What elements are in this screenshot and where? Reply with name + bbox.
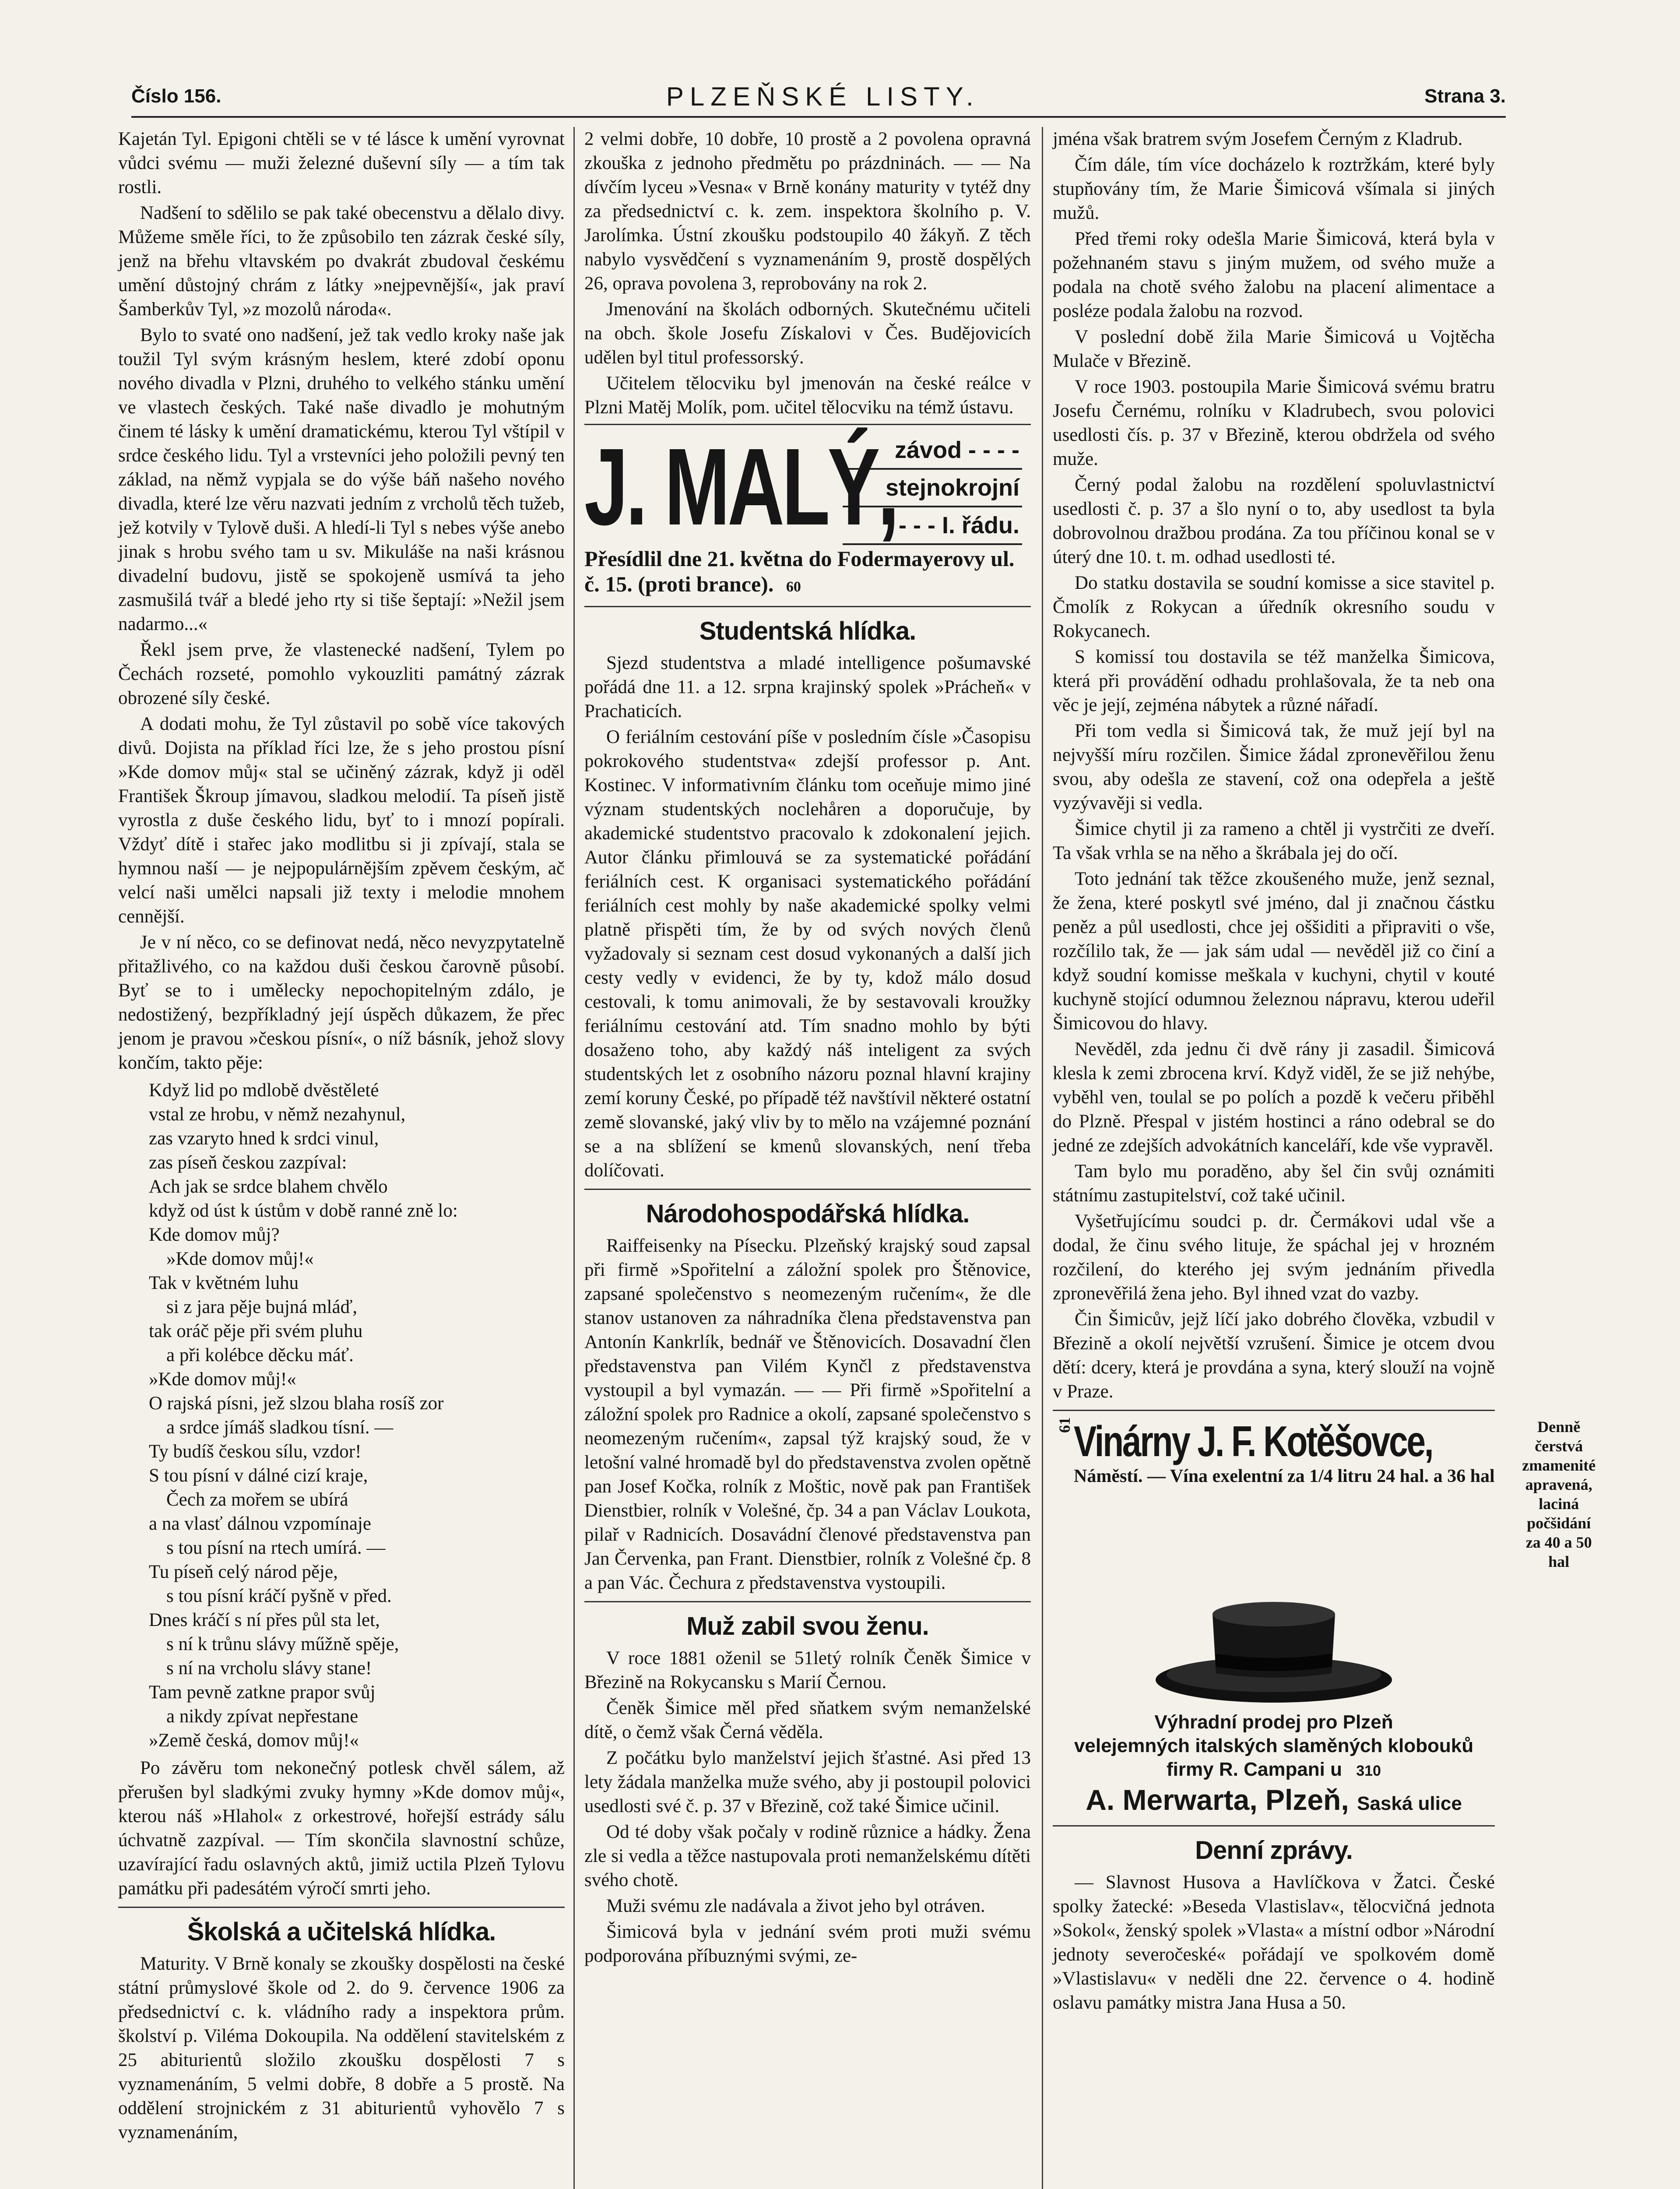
paragraph: V roce 1903. postoupila Marie Šimicová svému bratru Josefu Černému, rolníku v Kladrubech, svou polovici usedlosti čís. p. 37 v Březině, kterou obdržela od svého muže.: [1053, 377, 1495, 469]
paragraph: V poslední době žila Marie Šimicová u Vojtěcha Mulače v Březině.: [1053, 327, 1495, 371]
paragraph: Maturity. V Brně konaly se zkoušky dospělosti na české státní průmyslové škole od 2. do 9. července 1906 za předsednictví c. k. vládního rady a inspektora prům. školství p. Viléma Dokoupila. Na oddělení stavitelském z 25 abiturientů složilo zkoušku dospělosti 7 s vyznamenáním, 5 velmi dobře, 8 dobře a 5 prostě. Na oddělení strojnickém z 31 abiturientů vyhovělo 7 s vyznamenáním,: [118, 1953, 565, 2143]
paragraph: Toto jednání tak těžce zkoušeného muže, jenž seznal, že žena, které poskytl své jméno, dal ji značnou částku peněz a půl usedlosti, chce jej oššiditi a připraviti o vše, rozčílilo tak, že — jak sám udal — nevěděl již co činí a když soudní komisse meškala v kuchyni, chytil v kouté kuchyně stojící odumnou železnou nápravu, kterou udeřil Šimicovou do hlavy.: [1053, 869, 1495, 1034]
poem-line: vstal ze hrobu, v němž nezahynul,: [149, 1104, 406, 1125]
paragraph: Černý podal žalobu na rozdělení spoluvlastnictví usedlosti č. p. 37 a šlo nyní o to, aby usedlost ta byla dobrovolnou dražbou prodána. Za tou příčinou konal se v úterý dne 10. t. m. odhad usedlosti té.: [1053, 475, 1495, 567]
paragraph: Učitelem tělocviku byl jmenován na české reálce v Plzni Matěj Molík, pom. učitel tělocviku na témž ústavu.: [584, 373, 1031, 418]
ad-line: závod - - - -: [843, 432, 1022, 470]
poem-line: Tu píseň celý národ pěje,: [149, 1562, 338, 1582]
poem-line: »Kde domov můj!«: [166, 1249, 314, 1269]
paragraph: jména však bratrem svým Josefem Černým z Kladrub.: [1053, 129, 1463, 149]
ad-line: velejemných italských slaměných klobouků: [1074, 1735, 1474, 1756]
poem-line: s ní k trůnu slávy műžně spěje,: [166, 1634, 399, 1654]
paragraph: 2 velmi dobře, 10 dobře, 10 prostě a 2 povolena opravná zkouška z jednoho předmětu po prázdninách. — — Na dívčím lyceu »Vesna« v Brně konány maturity v tytéž dny za předsednictví c. k. zem. inspektora školního p. V. Jarolímka. Ústní zkoušku podstoupilo 40 žákyň. Z těch nabylo vysvědčení s vyznamenáním 9, prostě dospělých 26, oprava povolena 3, reprobovány na rok 2.: [584, 129, 1031, 294]
poem-line: Kde domov můj?: [149, 1225, 280, 1245]
paragraph: Při tom vedla si Šimicová tak, že muž její byl na nejvyšší míru rozčilen. Šimice žádal zpronevěřilou ženu svou, aby odešla ze stavení, což ona odepřela a ještě vyzývavěji si vedla.: [1053, 721, 1495, 813]
ad-line: - - - I. řádu.: [843, 507, 1022, 545]
paragraph: Do statku dostavila se soudní komisse a sice stavitel p. Čmolík z Rokycan a úředník okresního soudu v Rokycanech.: [1053, 573, 1495, 641]
poem-line: s tou písní kráčí pyšně v před.: [166, 1586, 392, 1606]
poem-line: »Kde domov můj!«: [149, 1369, 296, 1390]
advertisement-hats: [1053, 1576, 1495, 1827]
paragraph: Vyšetřujícímu soudci p. dr. Čermákovi udal vše a dodal, že činu svého lituje, že spáchal jej v hrozném rozčilení, do kterého jej svým jednáním přivedla zpronevěřilá žena jeho. Byl ihned vzat do vazby.: [1053, 1211, 1495, 1304]
poem-line: a na vlasť dálnou vzpomínaje: [149, 1513, 371, 1534]
paragraph: Čeněk Šimice měl před sňatkem svým nemanželské dítě, o čemž však Černá věděla.: [584, 1698, 1031, 1742]
poem-line: Ach jak se srdce blahem chvělo: [149, 1176, 388, 1197]
ad-line-text: firmy R. Campani u: [1167, 1759, 1342, 1780]
poem-line: si z jara pěje bujná mláď,: [166, 1297, 358, 1317]
paragraph: Muži svému zle nadávala a život jeho byl otráven.: [606, 1896, 985, 1916]
ad-line: stejnokrojní: [843, 470, 1022, 507]
paragraph: A dodati mohu, že Tyl zůstavil po sobě více takových divů. Dojista na příklad říci lze, že s jeho prostou písní »Kde domov můj« stal se učiněný zázrak, když ji oděl František Škroup jímavou, sladkou melodií. Ta píseň jistě vyrostla z duše českého lidu, byť to i mnozí popírali. Vždyť dítě i stařec jako modlitbu si ji zpívají, stala se hymnou naší — je nejpopulárnějším zpěvem českým, ač velcí naši umělci napsali již texty i melodie mnohem cennější.: [118, 714, 565, 927]
poem-line: když od úst k ústům v době ranné zně lo:: [149, 1200, 458, 1221]
paragraph: S komissí tou dostavila se též manželka Šimicova, která při provádění odhadu prohlašovala, že ta neb ona věc je její, zejména nábytek a různé nářadí.: [1053, 647, 1495, 715]
column-2: [584, 127, 1031, 2189]
ad-number: 310: [1356, 1763, 1381, 1779]
paragraph: Nadšení to sdělilo se pak také obecenstvu a dělalo divy. Můžeme směle říci, to že způsobilo ten zázrak české síly, jenž na břehu vltavském po dvakrát zbudoval českému umění důstojný chrám z látky »nejpevnější«, jak praví Šamberkův Tyl, »z mozolů národa«.: [118, 203, 565, 320]
poem-line: »Země česká, domov můj!«: [149, 1730, 359, 1751]
column-divider: [1042, 127, 1043, 2189]
ad-company-name: Vinárny J. F. Kotěšovce,: [1074, 1417, 1433, 1465]
paragraph: Od té doby však počaly v rodině různice a hádky. Žena zle si vedla a těžce nastupovala proti nemanželskému dítěti svého chotě.: [584, 1822, 1031, 1890]
poem: [149, 1078, 565, 1753]
issue-number: Číslo 156.: [131, 85, 221, 107]
poem-line: Tak v květném luhu: [149, 1273, 299, 1293]
ad-address-text: Přesídlil dne 21. května do Fodermayerovy ul. č. 15. (proti brance).: [584, 546, 1015, 596]
section-heading: Školská a učitelská hlídka.: [187, 1918, 496, 1946]
ad-company-name: J. MALÝ,: [584, 426, 897, 548]
paragraph: Před třemi roky odešla Marie Šimicová, která byla v požehnaném stavu s jiným mužem, od svého muže a podala na chotě svého žalobu na placení alimentace a posléze podala žalobu na rozvod.: [1053, 229, 1495, 321]
paragraph: O feriálním cestování píše v posledním čísle »Časopisu pokrokového studentstva« zdejší professor p. Ant. Kostinec. V informativním článku tom oceňuje mimo jiné význam studentských noclehåren a doporučuje, by akademické studentstvo pracovalo k zdokonalení jejich. Autor článku přimlouvá se za systematické pořádání feriálních cest. K organisaci systematického pořádání feriálních cest mohly by naše akademické spolky velmi platně přispěti tím, že by od svých nových členů vyžadovaly si seznam cest dosud vykonaných a další jich cesty vedly v evidenci, že by ty, kdož málo dosud cestovali, k tomu animovali, že by sestavovali kroužky feriálnímu cestování atd. Tím snadno mohlo by býti dosaženo toho, aby každý náš inteligent za svých studentských let z osobního názoru poznal hlavní krajiny zemí koruny České, po případě též navštívil některé ostatní země slovanské, jaký vliv by to mělo na vzájemné poznání se a na sblížení se kmenů slovanských, není třeba dolíčovati.: [584, 727, 1031, 1181]
paragraph: Nevěděl, zda jednu či dvě rány ji zasadil. Šimicová klesla k zemi zbrocena krví. Když viděl, že se již nehýbe, vyběhl ven, toulal se po polích a pozdě k večeru přiběhl do Plzně. Přespal v jistém hostinci a ráno odebral se do jedné ze zdejších advokátních kanceláří, kde vše vypravěl.: [1053, 1039, 1495, 1156]
ad-side-text: Denně čerstvá zmamenité apravená, laciná počšidání za 40 a 50 hal: [1522, 1418, 1596, 1570]
paragraph: Bylo to svaté ono nadšení, jež tak vedlo kroky naše jak toužil Tyl svým krásným heslem, které zdobí oponu nového divadla v Plzni, druhého to velkého stánku umění ve vlastech českých. Také naše divadlo je mohutným činem té lásky k umění dramatickému, kterou Tyl vštípil v srdce českého lidu. Tyl a vrstevníci jeho položili pevný ten základ, na němž vypjala se do výše báň našeho nového divadla, které lze věru nazvati jedním z vrcholů těch tužeb, jež kotvily v Tylově duši. A hledí-li Tyl s nebes výše anebo jinak s hrobu svého tam u sv. Mikuláše na naši krásnou divadelní budovu, jistě se spokojeně usmívá ta jeho zasmušilá tvář a bledé jeho rty si tiše šeptají: »Nežil jsem nadarmo...«: [118, 325, 565, 634]
paragraph: Čím dále, tím více docházelo k roztržkám, které byly stupňovány tím, že Marie Šimicová všímala si jiných mužů.: [1053, 155, 1495, 223]
ad-number: 61: [1056, 1417, 1073, 1433]
column-3: [1053, 127, 1596, 2189]
paragraph: V roce 1881 oženil se 51letý rolník Čeněk Šimice v Březině na Rokycansku s Marií Černou.: [584, 1648, 1031, 1693]
advertisement-kotesovec: [1053, 1410, 1596, 1574]
poem-line: a nikdy zpívat nepřestane: [166, 1706, 358, 1727]
ad-text: Náměstí. — Vína exelentní za 1/4 litru 24 hal. a 36 hal: [1074, 1466, 1495, 1486]
poem-line: Když lid po mdlobě dvěstěleté: [149, 1080, 379, 1101]
straw-hat-icon: [1151, 1579, 1396, 1710]
poem-line: O rajská písni, jež slzou blaha rosíš zor: [149, 1393, 444, 1414]
paragraph: Raiffeisenky na Písecku. Plzeňský krajský soud zapsal při firmě »Spořitelní a záložní spolek pro Štěnovice, zapsané společenstvo s neomezeným ručením«, že dle stanov ustanoven za náhradníka člena představenstva pan Antonín Kankrlík, bednář ve Štěnovicích. Dosavadní člen představenstva pan Vilém Kynčl z představenstva vystoupil a byl vymazán. — — Při firmě »Spořitelní a záložní spolek pro Radnice a okolí, zapsané společenstvo s neomezeným ručením«, zapsal týž krajský soud, že v letošní valné hromadě byl do představenstva zvolen opětně pan Josef Kočka, rolník z Moštic, nově pak pan František Dienstbier, rolník v Volešné, čp. 34 a pan Václav Loukota, pilař v Radnicích. Dosavádní členové představenstva pan Jan Červenka, pan Frant. Dienstbier, rolník z Volešné čp. 8 a pan Vác. Čechura z představenstva vystoupili.: [584, 1235, 1031, 1593]
paragraph: Sjezd studentstva a mladé intelligence pošumavské pořádá dne 11. a 12. srpna krajinský spolek »Prácheň« v Prachaticích.: [584, 653, 1031, 721]
divider: [584, 1601, 1031, 1602]
ad-line: [1053, 1758, 1495, 1783]
page-header: [131, 77, 1506, 118]
ad-address: [584, 546, 1031, 600]
ad-line: Výhradní prodej pro Plzeň: [1154, 1711, 1393, 1733]
poem-line: a srdce jímáš sladkou tísní. —: [166, 1417, 394, 1438]
masthead-title: PLZEŇSKÉ LISTY.: [666, 81, 980, 111]
page-number: Strana 3.: [1424, 85, 1506, 107]
paragraph: Čin Šimicův, jejž líčí jako dobrého člověka, vzbudil v Březině a okolí největší vzrušení. Šimice je otcem dvou dětí: dcery, která je provdána a syna, který slouží na vojně v Praze.: [1053, 1309, 1495, 1402]
poem-line: Tam pevně zatkne prapor svůj: [149, 1682, 376, 1703]
ad-merchant: [1053, 1783, 1495, 1821]
section-heading: Národohospodářská hlídka.: [646, 1200, 970, 1228]
paragraph: Z počátku bylo manželství jejich šťastné. Asi před 13 lety žádala manželka muže svého, aby ji postoupil polovici usedlosti své č. p. 37 v Březině, což také Šimice učinil.: [584, 1748, 1031, 1816]
section-heading: Studentská hlídka.: [699, 617, 916, 645]
advertisement-maly: [584, 424, 1031, 607]
poem-line: zas píseň českou zazpíval:: [149, 1152, 347, 1173]
poem-line: s tou písní na rtech umírá. —: [166, 1538, 386, 1558]
paragraph: — Slavnost Husova a Havlíčkova v Žatci. České spolky žatecké: »Beseda Vlastislav«, tělocvičná jednota »Sokol«, ženský spolek »Vlasta« a místní odbor »Národní jednoty severočeské« pořádají ve spolkovém domě »Vlastislavu« v neděli dne 22. července o 4. hodině oslavu památky mistra Jana Husa a 50.: [1053, 1872, 1495, 2013]
ad-merchant-name: A. Merwarta, Plzeň,: [1086, 1784, 1349, 1816]
divider: [584, 1189, 1031, 1190]
poem-line: zas vzaryto hned k srdci vinul,: [149, 1128, 379, 1149]
column-divider: [573, 127, 575, 2189]
ad-merchant-street: Saská ulice: [1357, 1793, 1462, 1814]
paragraph: Šimicová byla v jednání svém proti muži svému podporována příbuznými svými, ze-: [584, 1922, 1031, 1966]
paragraph: Po závěru tom nekonečný potlesk chvěl sálem, až přerušen byl sladkými zvuky hymny »Kde domov můj«, kterou náš »Hlahol« z orkestrové, hořejší estrády sálu úchvatně zazpíval. — Tím skončila slavnostní schůze, uzavírající řadu oslavných aktů, jimiž uctila Plzeň Tylovu památku při padesátém výročí smrti jeho.: [118, 1758, 565, 1899]
section-heading: Denní zprávy.: [1195, 1836, 1353, 1865]
poem-line: s ní na vrcholu slávy stane!: [166, 1658, 372, 1679]
poem-line: a při kolébce děcku máť.: [166, 1345, 354, 1365]
ad-number: 60: [786, 579, 801, 595]
column-1: [118, 127, 565, 2189]
poem-line: S tou písní v dálné cizí kraje,: [149, 1465, 368, 1486]
poem-line: Čech za mořem se ubírá: [166, 1489, 348, 1510]
poem-line: Dnes kráčí s ní přes půl sta let,: [149, 1610, 380, 1630]
paragraph: Kajetán Tyl. Epigoni chtěli se v té lásce k umění vyrovnat vůdci svému — muži železné duševní síly — a tím tak rostli.: [118, 129, 565, 197]
paragraph: Je v ní něco, co se definovat nedá, něco nevyzpytatelně přitažlivého, co na každou duši českou čarovně působí. Byť se to i umělecky nepochopitelným zdálo, je nedostižený, bezpříkladný její úspěch důkazem, že přec jenom je pravou »českou písní«, o níž básník, jehož slovy končím, takto pěje:: [118, 932, 565, 1073]
paragraph: Tam bylo mu poraděno, aby šel čin svůj oznámiti státnímu zastupitelství, což také učinil.: [1053, 1161, 1495, 1206]
paragraph: Řekl jsem prve, že vlastenecké nadšení, Tylem po Čechách rozseté, pomohlo vykouzliti památný zázrak obrozené síly české.: [118, 640, 565, 708]
divider: [118, 1907, 565, 1908]
section-heading: Muž zabil svou ženu.: [686, 1612, 929, 1640]
paragraph: Šimice chytil ji za rameno a chtěl ji vystrčiti ze dveří. Ta však vrhla se na něho a škrábala jej do očí.: [1053, 819, 1495, 863]
poem-line: Ty budíš českou sílu, vzdor!: [149, 1441, 362, 1462]
paragraph: Jmenování na školách odborných. Skutečnému učiteli na obch. škole Josefu Získalovi v Čes. Budějovicích udělen byl titul professorský.: [584, 299, 1031, 368]
poem-line: tak oráč pěje při svém pluhu: [149, 1321, 363, 1341]
